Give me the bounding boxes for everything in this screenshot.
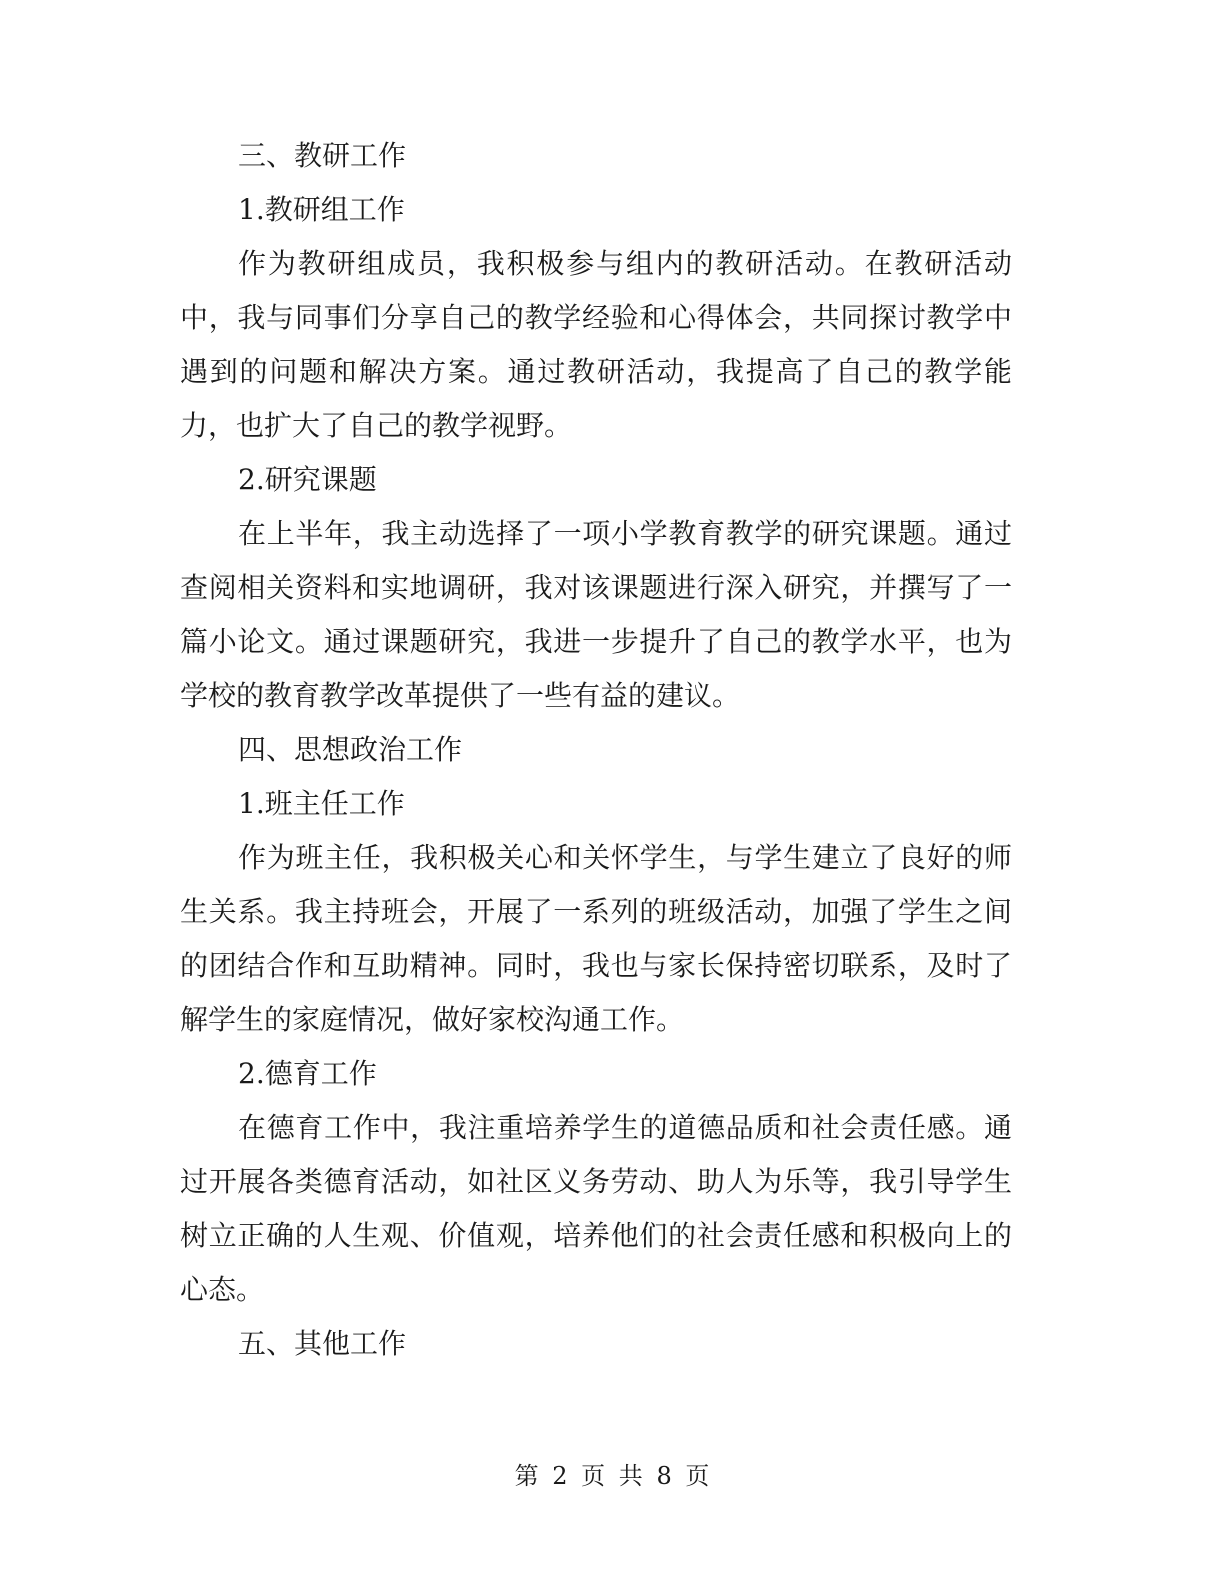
section-heading-political-work: 四、思想政治工作: [238, 733, 463, 766]
paragraph-class-teacher: 作为班主任，我积极关心和关怀学生，与学生建立了良好的师生关系。我主持班会，开展了一系列的班级活动，加强了学生之间的团结合作和互助精神。同时，我也与家长保持密切联系，及时了解学生的家庭情况，做好家校沟通工作。: [180, 841, 1012, 1036]
paragraph-research-group: 作为教研组成员，我积极参与组内的教研活动。在教研活动中，我与同事们分享自己的教学经验和心得体会，共同探讨教学中遇到的问题和解决方案。通过教研活动，我提高了自己的教学能力，也扩大了自己的教学视野。: [180, 247, 1012, 442]
section-heading-teaching-research: 三、教研工作: [238, 139, 407, 172]
item-title-research-group: 1.教研组工作: [238, 193, 405, 226]
paragraph-moral-education: 在德育工作中，我注重培养学生的道德品质和社会责任感。通过开展各类德育活动，如社区义务劳动、助人为乐等，我引导学生树立正确的人生观、价值观，培养他们的社会责任感和积极向上的心态。: [180, 1111, 1012, 1306]
item-title-class-teacher: 1.班主任工作: [238, 787, 405, 820]
document-body: [180, 129, 1012, 1371]
page-number-footer: 第 2 页 共 8 页: [514, 1462, 710, 1490]
paragraph-research-topic: 在上半年，我主动选择了一项小学教育教学的研究课题。通过查阅相关资料和实地调研，我对该课题进行深入研究，并撰写了一篇小论文。通过课题研究，我进一步提升了自己的教学水平，也为学校的教育教学改革提供了一些有益的建议。: [180, 517, 1012, 712]
section-heading-other-work: 五、其他工作: [238, 1327, 407, 1360]
item-title-research-topic: 2.研究课题: [238, 463, 377, 496]
item-title-moral-education: 2.德育工作: [238, 1057, 377, 1090]
